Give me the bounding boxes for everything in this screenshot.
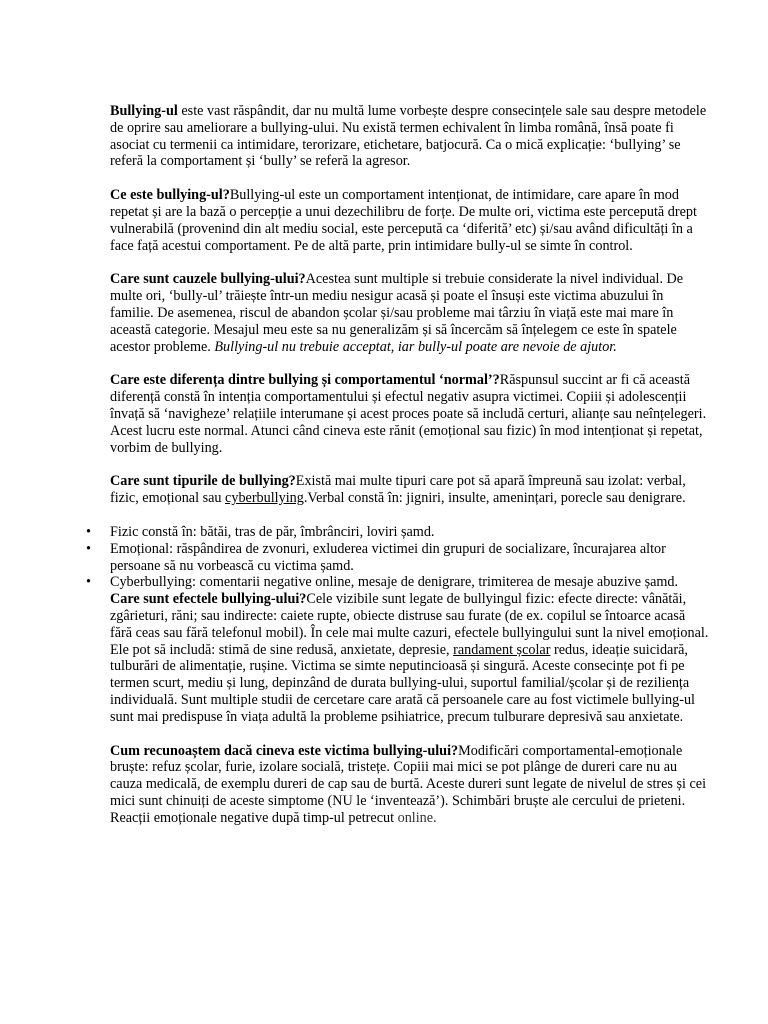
bullet-icon: •	[86, 574, 91, 591]
document-body	[86, 103, 710, 843]
italic-message: Bullying-ul nu trebuie acceptat, iar bully-ul poate are nevoie de ajutor.	[214, 338, 617, 355]
heading-bullying: Bullying-ul	[110, 103, 178, 119]
paragraph-types	[110, 473, 710, 507]
paragraph-causes	[110, 271, 710, 355]
list-item-text: Emoțional: răspândirea de zvonuri, exluderea victimei din grupuri de socializare, încurajarea altor persoane să nu vorbească cu victima șamd.	[110, 540, 666, 574]
heading-difference: Care este diferența dintre bullying și comportamentul ‘normal’?	[110, 372, 500, 389]
paragraph-text: Răspunsul succint ar fi că această diferență constă în intenția comportamentului și efectul negativ asupra victimei. Copiii și adolescenții învață să ‘navigheze’ relațiile interumane și acest proces poate să includă certuri, alianțe sau neînțelegeri. Acest lucru este normal. Atunci când cineva este rănit (emoțional sau fizic) în mod intenționat și repetat, vorbim de bullying.	[110, 372, 707, 456]
types-list	[86, 523, 710, 726]
paragraph-difference	[110, 372, 710, 456]
paragraph-text: Modificări comportamental-emoționale bruște: refuz școlar, furie, izolare socială, tristețe. Copiii mai mici se pot plânge de dureri care nu au cauza medicală, de exemplu dureri de cap sau de burtă. Aceste dureri sunt legate de nivelul de stres și cei mici sunt chinuiți de aceste simptome (NU le ‘inventează’). Schimbări bruște ale cercului de prieteni. Reacții emoționale negative după timp-ul petrecut	[110, 742, 707, 826]
list-item-text: Fizic constă în: bătăi, tras de păr, îmbrânciri, loviri șamd.	[110, 523, 435, 540]
list-item	[86, 574, 710, 725]
paragraph-text: Bullying-ul este un comportament intenționat, de intimidare, care apare în mod repetat și are la bază o percepție a unui dezechilibru de forțe. De multe ori, victima este percepută drept vulnerabilă (provenind din alt mediu social, este percepută ca ‘diferită’ etc) și/sau având dificultăți în a face față acestui comportament. Pe de altă parte, prin intimidare bully-ul se simte în control.	[110, 187, 697, 254]
paragraph-tail: online.	[397, 809, 437, 826]
bullet-icon: •	[86, 523, 91, 540]
paragraph-effects	[110, 591, 710, 725]
paragraph-text: redus, ideație suicidară, tulburări de alimentație, rușine. Victima se simte neputincioasă și singură. Aceste consecințe pot fi pe termen scurt, mediu și lung, depinzând de durata bullying-ului, suportul familial/școlar și de reziliența individuală. Sunt multiple studii de cercetare care arată că persoanele care au fost victimele bullying-ul sunt mai predispuse în viața adultă la probleme psihiatrice, precum tulburare depresivă sau anxietate.	[110, 641, 695, 725]
heading-recognize: Cum recunoaștem dacă cineva este victima bullying-ului?	[110, 742, 459, 759]
paragraph-intro	[110, 103, 710, 170]
cyberbullying-link[interactable]: cyberbullying	[225, 490, 304, 507]
list-item	[86, 540, 710, 575]
paragraph-text: Cele vizibile sunt legate de bullyingul fizic: efecte directe: vânătăi, zgârieturi, răni; sau indirecte: caiete rupte, obiecte distruse sau furate (de ex. copilul se întoarce acasă fără ceas sau fără telefonul mobil). În cele mai multe cazuri, efectele bullyingului sunt la nivel emoțional. Ele pot să includă: stimă de sine redusă, anxietate, depresie,	[110, 591, 709, 658]
paragraph-what-is	[110, 187, 710, 254]
list-item	[86, 523, 710, 541]
paragraph-text: .Verbal constă în: jigniri, insulte, amenințari, porecle sau denigrare.	[303, 490, 686, 507]
heading-what-is-bullying: Ce este bullying-ul?	[110, 187, 230, 204]
list-item-text: Cyberbullying: comentarii negative online, mesaje de denigrare, trimiterea de mesaje abuzive șamd.	[110, 574, 679, 591]
heading-effects: Care sunt efectele bullying-ului?	[110, 591, 307, 608]
paragraph-text: Acestea sunt multiple si trebuie considerate la nivel individual. De multe ori, ‘bully-ul’ trăiește într-un mediu nesigur acasă și poate el însuși este victima abuzului în familie. De asemenea, riscul de abandon școlar și/sau probleme mai târziu în viață este mai mare în această categorie. Mesajul meu este sa nu generalizăm și să încercăm să înțelegem ce este în spatele acestor probleme.	[110, 271, 684, 355]
heading-causes: Care sunt cauzele bullying-ului?	[110, 271, 306, 288]
paragraph-recognize	[110, 743, 710, 827]
paragraph-text: este vast răspândit, dar nu multă lume vorbește despre consecințele sale sau despre metodele de oprire sau ameliorare a bullying-ului. Nu există termen echivalent în limba română, însă poate fi asociat cu termenii ca intimidare, terorizare, etichetare, batjocură. Ca o mică explicație: ‘bullying’ se referă la comportament și ‘bully’ se referă la agresor.	[110, 103, 707, 170]
bullet-icon: •	[86, 540, 91, 557]
heading-types: Care sunt tipurile de bullying?	[110, 473, 296, 490]
school-performance-link[interactable]: randament școlar	[453, 641, 551, 658]
paragraph-text: Există mai multe tipuri care pot să apară împreună sau izolat: verbal, fizic, emoțional sau	[110, 473, 686, 507]
